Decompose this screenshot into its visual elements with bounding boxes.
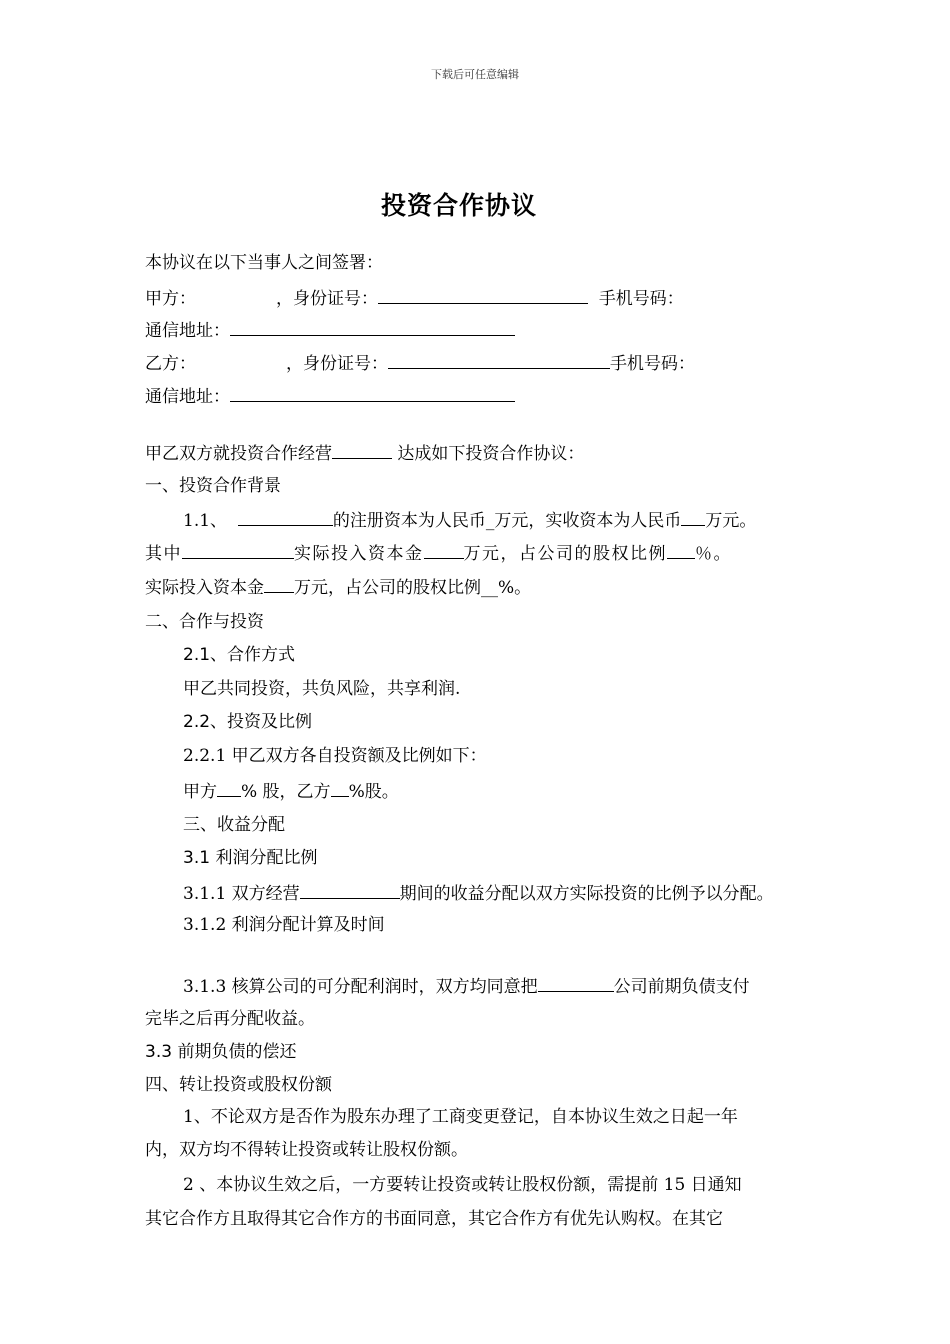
section-4-p1-line2: 内，双方均不得转让投资或转让股权份额。 [145,1140,468,1160]
page-header: 下载后可任意编辑 [431,68,519,81]
capital-amount-blank-2[interactable] [264,575,294,593]
s311-a: 3.1.1 双方经营 [183,884,300,904]
s1-p1-a: 1.1、 [183,511,228,531]
party-a-label: 甲方： [145,289,196,309]
party-a-address-label: 通信地址： [145,321,230,341]
ratio-line [183,779,399,803]
section-2-2-heading: 2.2、投资及比例 [183,712,313,732]
company-blank[interactable] [238,508,333,526]
agreement-intro-text: 甲乙双方就投资合作经营 [145,444,332,464]
party-a-phone-label: 手机号码： [598,289,684,309]
party-a-address-line [145,318,515,342]
section-4-p2-line1: 2 、本协议生效之后，一方要转让投资或转让股权份额，需提前 15 日通知 [183,1175,742,1195]
party-b-address-label: 通信地址： [145,387,230,407]
agreement-intro-line [145,441,584,465]
section-1-p2 [145,541,732,565]
document-title: 投资合作协议 [380,191,537,220]
section-4-p1-line1: 1、不论双方是否作为股东办理了工商变更登记，自本协议生效之日起一年 [183,1107,738,1127]
s313-b: 公司前期负债支付 [613,977,750,997]
s311-b: 期间的收益分配以双方实际投资的比例予以分配。 [399,884,774,904]
capital-amount-blank[interactable] [424,541,464,559]
party-b-phone-label: 手机号码： [610,354,695,374]
company-debt-blank[interactable] [538,974,614,992]
ratio-b: % 股，乙方 [241,782,331,802]
party-a-line [145,286,684,310]
party-b-id-blank[interactable] [388,351,610,369]
section-3-1-3-line1 [183,974,750,998]
section-1-heading: 一、投资合作背景 [145,476,281,496]
section-2-1-heading: 2.1、合作方式 [183,645,296,665]
s1-p2-c: 万元，占公司的股权比例 [463,544,667,564]
operation-period-blank[interactable] [300,881,400,899]
section-3-3-heading: 3.3 前期负债的偿还 [145,1042,297,1062]
s313-a: 3.1.3 核算公司的可分配利润时，双方均同意把 [183,977,538,997]
section-2-1-text: 甲乙共同投资，共负风险，共享利润. [183,679,461,699]
s1-p2-d: ％。 [695,544,732,564]
party-a-id-blank[interactable] [378,286,588,304]
section-1-p3 [145,575,531,599]
equity-ratio-blank[interactable] [667,541,695,559]
s1-p3-b: 万元，占公司的股权比例__%。 [294,578,532,598]
section-1-p1 [183,508,756,532]
ratio-c: %股。 [348,782,399,802]
s1-p1-b: 的注册资本为人民币_万元，实收资本为人民币 [332,511,682,531]
section-3-1-3-line2: 完毕之后再分配收益。 [145,1009,315,1029]
section-2-heading: 二、合作与投资 [145,612,264,632]
section-4-heading: 四、转让投资或股权份额 [145,1075,332,1095]
ratio-a: 甲方 [183,782,217,802]
investor-blank[interactable] [182,541,294,559]
paid-capital-blank[interactable] [681,508,705,526]
s1-p1-c: 万元。 [705,511,757,531]
party-b-id-label: ，身份证号： [286,354,388,374]
section-3-1-1-text [183,881,774,905]
section-2-2-1-text: 2.2.1 甲乙双方各自投资额及比例如下： [183,746,487,766]
s1-p2-a: 其中 [145,544,182,564]
business-blank[interactable] [332,441,392,459]
agreement-intro-text-2: 达成如下投资合作协议： [397,444,585,464]
party-b-address-line [145,384,515,408]
ratio-a-blank[interactable] [217,779,241,797]
ratio-b-blank[interactable] [331,779,349,797]
section-3-1-heading: 3.1 利润分配比例 [183,848,318,868]
party-b-label: 乙方： [145,354,196,374]
party-a-address-blank[interactable] [230,318,515,336]
party-a-id-label: ，身份证号： [276,289,378,309]
party-b-line [145,351,695,375]
s1-p3-a: 实际投入资本金 [145,578,264,598]
party-b-address-blank[interactable] [230,384,515,402]
section-3-1-2-text: 3.1.2 利润分配计算及时间 [183,915,385,935]
section-4-p2-line2: 其它合作方且取得其它合作方的书面同意，其它合作方有优先认购权。在其它 [145,1209,723,1229]
s1-p2-b: 实际投入资本金 [294,544,424,564]
section-3-heading: 三、收益分配 [183,815,285,835]
intro-line: 本协议在以下当事人之间签署： [145,253,383,273]
